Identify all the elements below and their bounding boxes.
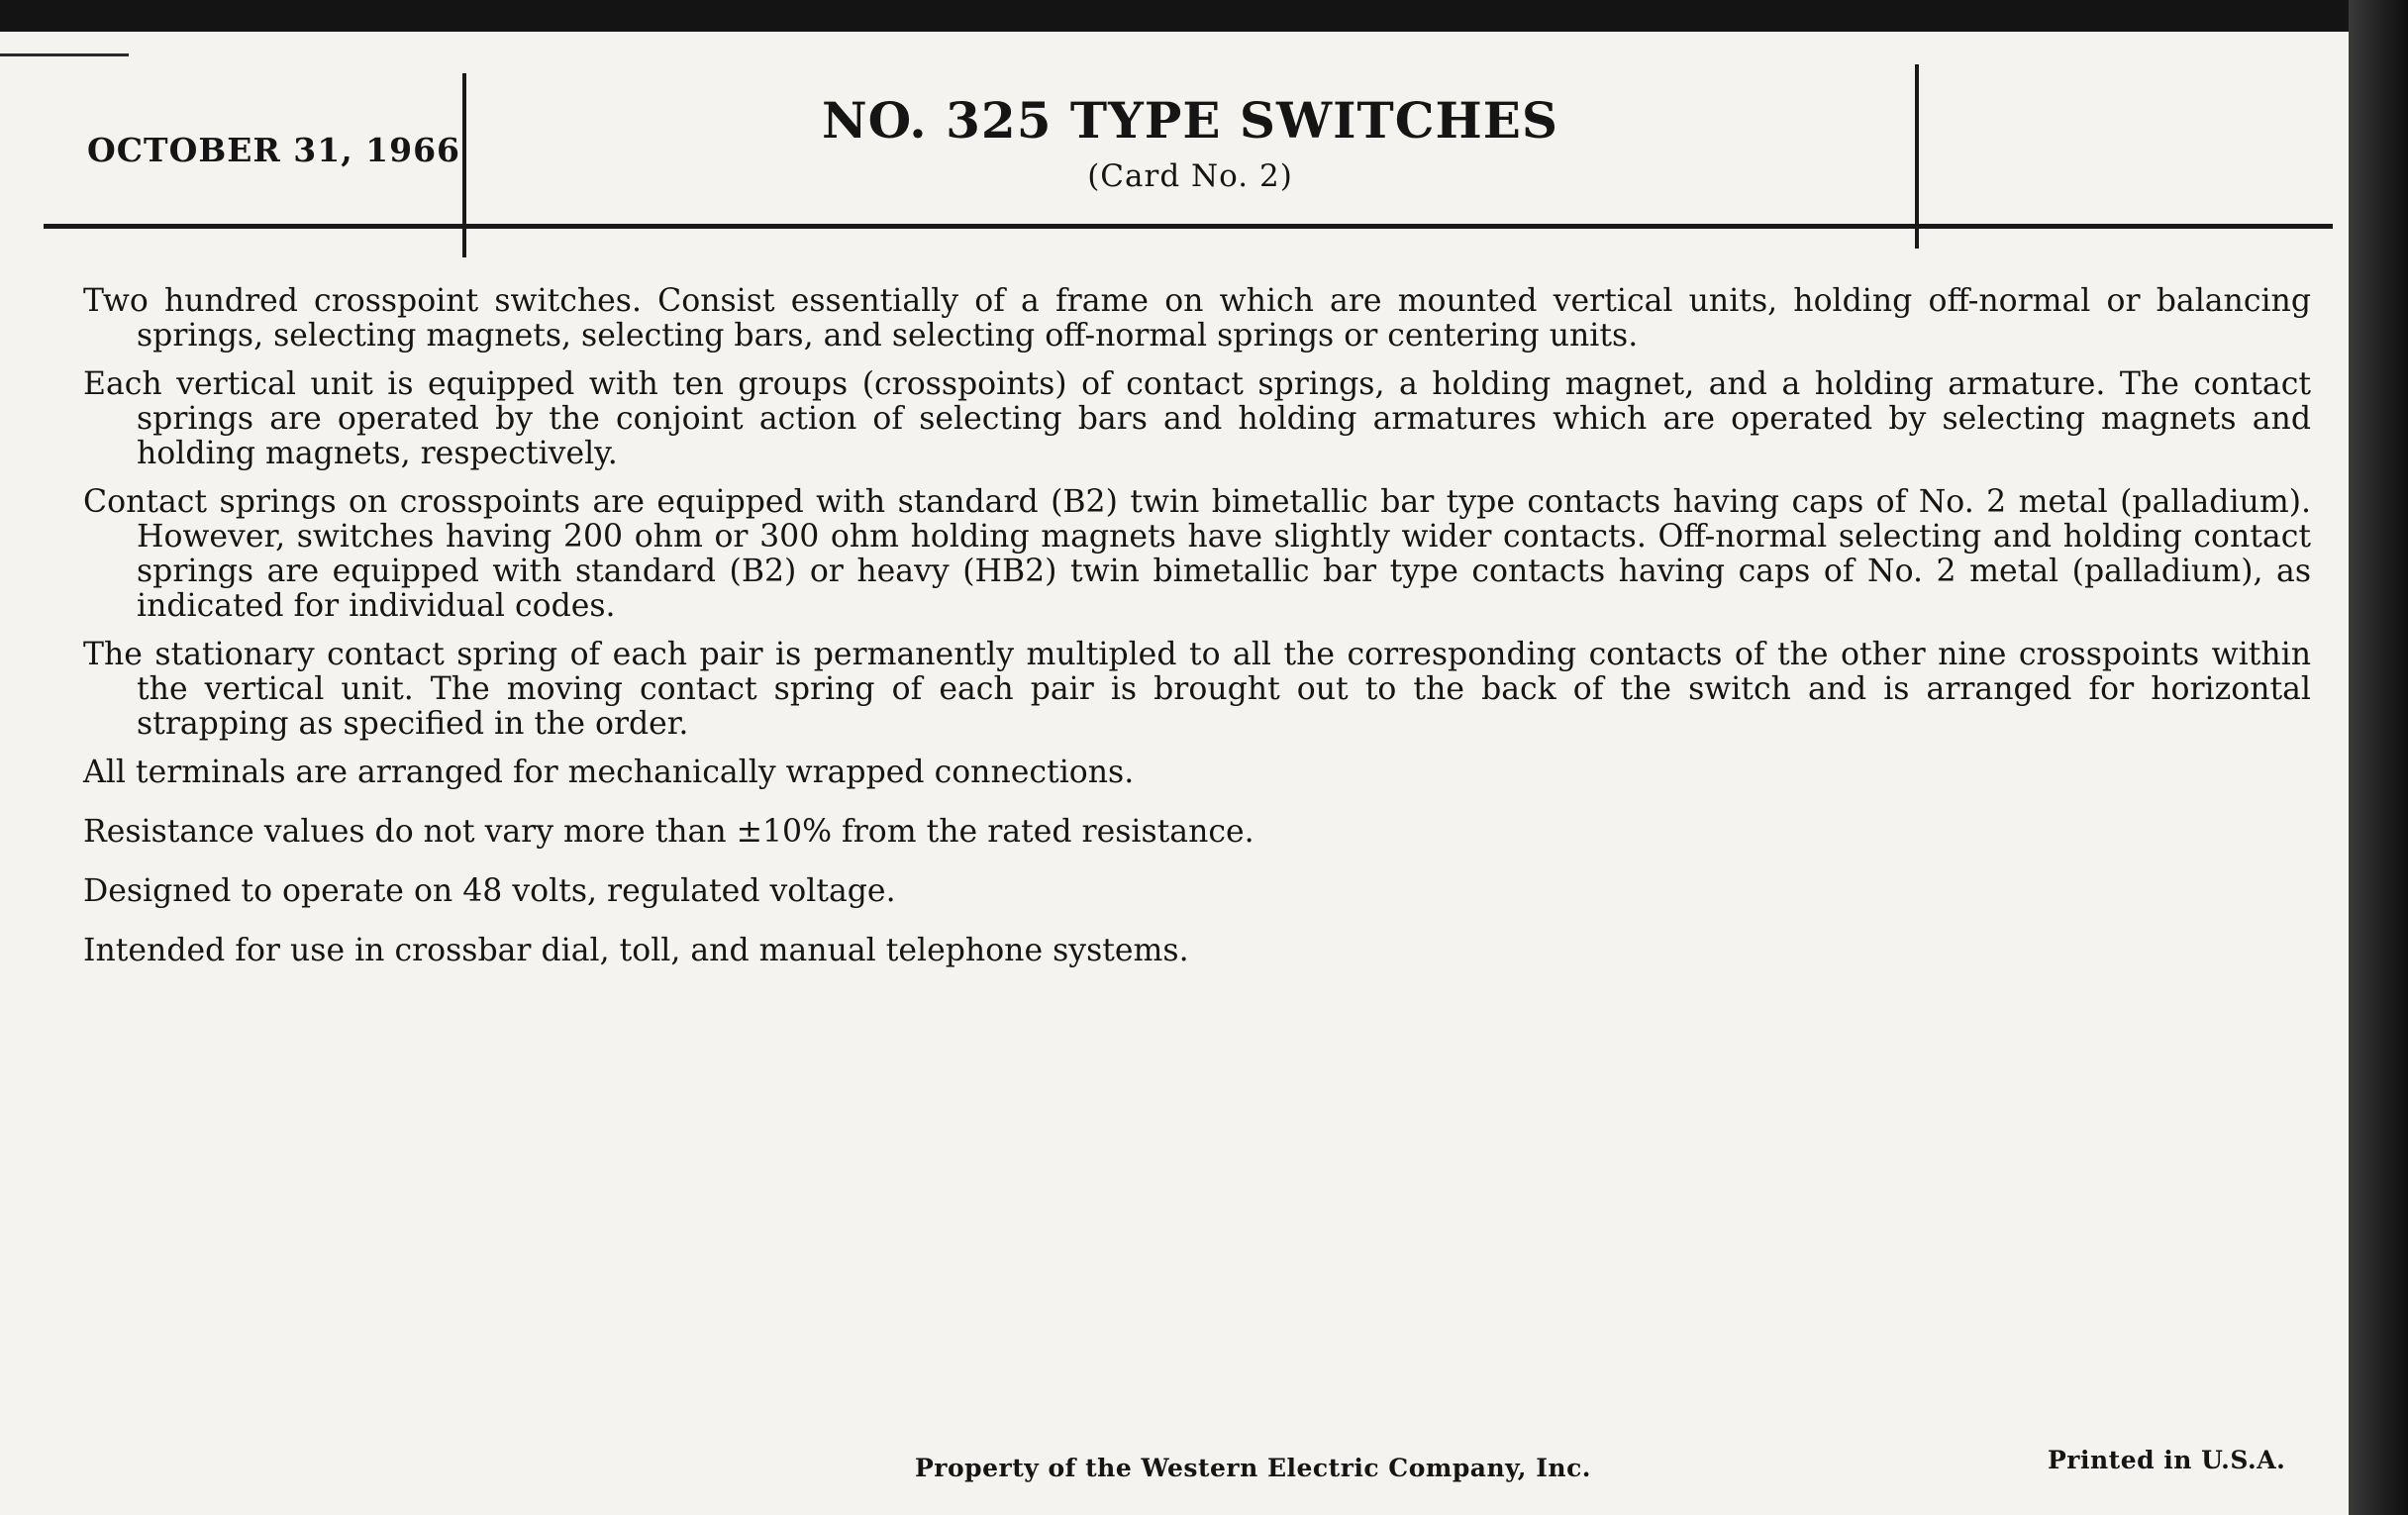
card-subtitle: (Card No. 2) (1087, 158, 1293, 194)
corner-rule (0, 53, 129, 56)
paragraph-vertical-unit: Each vertical unit is equipped with ten groups (crosspoints) of contact springs, a holding magnet, and a holding armature. The contact springs are operated by the conjoint action of selecting bars and holding armatures which are operated by selecting magnets and holding magnets, respectively. (83, 366, 2311, 471)
paragraph-resistance: Resistance values do not vary more than ±10% from the rated resistance. (83, 814, 1254, 850)
paragraph-intended-use: Intended for use in crossbar dial, toll, and manual telephone systems. (83, 933, 1189, 968)
card-date: OCTOBER 31, 1966 (87, 131, 461, 169)
scan-edge (2349, 0, 2408, 1515)
document-card (0, 32, 2349, 1515)
paragraph-description: Two hundred crosspoint switches. Consist essentially of a frame on which are mounted vertical units, holding off-normal or balancing springs, selecting magnets, selecting bars, and selecting off-normal springs or centering units. (83, 283, 2311, 354)
header-rule (44, 224, 2333, 229)
header-divider-right (1915, 64, 1919, 249)
card-title: NO. 325 TYPE SWITCHES (821, 91, 1559, 150)
card-body (83, 284, 2311, 993)
paragraph-terminals: All terminals are arranged for mechanically wrapped connections. (83, 755, 1135, 790)
paragraph-contact-springs: Contact springs on crosspoints are equipped with standard (B2) twin bimetallic bar type contacts having caps of No. 2 metal (palladium). However, switches having 200 ohm or 300 ohm holding magnets have slightly wider contacts. Off-normal selecting and holding contact springs are equipped with standard (B2) or heavy (HB2) twin bimetallic bar type contacts having caps of No. 2 metal (palladium), as indicated for individual codes. (83, 484, 2311, 624)
paragraph-voltage: Designed to operate on 48 volts, regulated voltage. (83, 873, 896, 909)
footer-printed: Printed in U.S.A. (2048, 1446, 2286, 1474)
footer-property: Property of the Western Electric Company, Inc. (915, 1454, 1592, 1482)
paragraph-stationary-spring: The stationary contact spring of each pair is permanently multipled to all the corresponding contacts of the other nine crosspoints within the vertical unit. The moving contact spring of each pair is brought out to the back of the switch and is arranged for horizontal strapping as specified in the order. (83, 637, 2311, 742)
